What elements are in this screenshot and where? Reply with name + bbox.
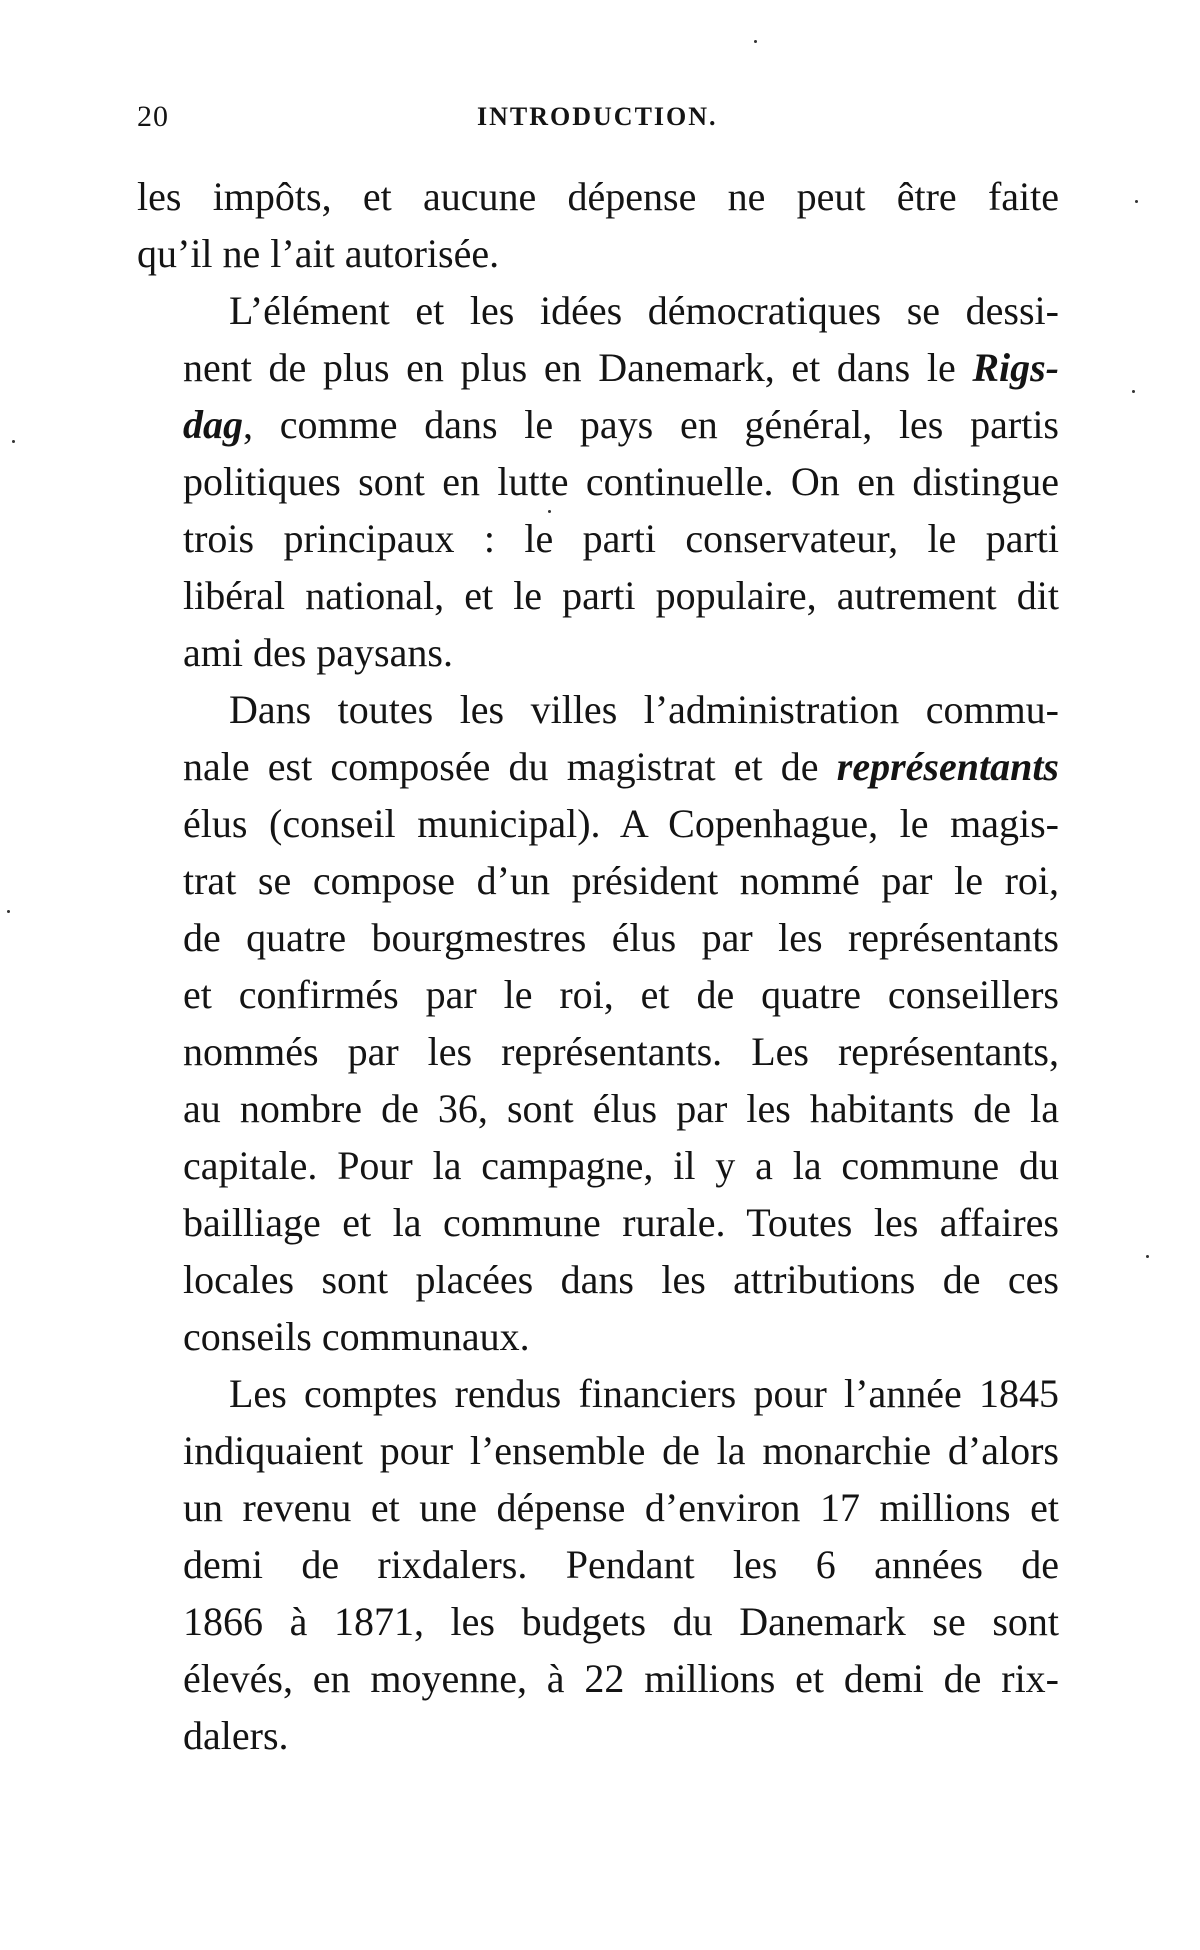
text-line [137,738,1059,795]
text-line: 1866 à 1871, les budgets du Danemark se sont [183,1599,1059,1644]
text-span: nale est composée du magistrat et de [183,744,837,789]
text-line: qu’il ne l’ait autorisée. [137,231,500,276]
text-line: au nombre de 36, sont élus par les habitants de la [183,1086,1059,1131]
paragraph-3 [137,681,1059,1365]
scan-speck [12,440,15,443]
text-line: L’élément et les idées démocratiques se dessi- [229,288,1059,333]
scan-speck [548,510,551,513]
text-span: nent de plus en plus en Danemark, et dans le [183,345,973,390]
text-line: ami des paysans. [183,630,453,675]
text-line [137,396,1059,453]
page-header [137,100,1059,140]
text-line [137,339,1059,396]
paragraph-4 [137,1365,1059,1764]
page-number: 20 [137,100,169,133]
text-line: locales sont placées dans les attributions de ces [183,1257,1059,1302]
body-text [137,168,1059,1764]
scan-speck [1146,1255,1149,1258]
text-span: , comme dans le pays en général, les partis [243,402,1059,447]
text-line: trois principaux : le parti conservateur, le parti [183,516,1059,561]
italic-term: représentants [836,744,1059,789]
italic-term: Rigs- [972,345,1059,390]
scan-speck [1132,390,1135,393]
text-line: demi de rixdalers. Pendant les 6 années de [183,1542,1059,1587]
scan-speck [754,40,757,43]
italic-term: dag [183,402,243,447]
text-line: dalers. [183,1713,289,1758]
text-line: conseils communaux. [183,1314,530,1359]
text-line: nommés par les représentants. Les représentants, [183,1029,1059,1074]
text-line: capitale. Pour la campagne, il y a la commune du [183,1143,1059,1188]
text-line: libéral national, et le parti populaire, autrement dit [183,573,1059,618]
text-line: bailliage et la commune rurale. Toutes les affaires [183,1200,1059,1245]
paragraph-1 [137,168,1059,282]
scan-speck [1135,200,1138,203]
text-line: les impôts, et aucune dépense ne peut être faite [137,174,1059,219]
text-line: indiquaient pour l’ensemble de la monarchie d’alors [183,1428,1059,1473]
text-line: politiques sont en lutte continuelle. On en distingue [183,459,1059,504]
text-line: un revenu et une dépense d’environ 17 millions et [183,1485,1059,1530]
text-line: élevés, en moyenne, à 22 millions et demi de rix- [183,1656,1059,1701]
scan-speck [7,910,10,913]
text-line: Dans toutes les villes l’administration commu- [229,687,1059,732]
text-line: Les comptes rendus financiers pour l’année 1845 [229,1371,1059,1416]
text-line: trat se compose d’un président nommé par le roi, [183,858,1059,903]
text-line: et confirmés par le roi, et de quatre conseillers [183,972,1059,1017]
text-line: élus (conseil municipal). A Copenhague, le magis- [183,801,1059,846]
running-head: INTRODUCTION. [477,102,718,131]
text-line: de quatre bourgmestres élus par les représentants [183,915,1059,960]
paragraph-2 [137,282,1059,681]
